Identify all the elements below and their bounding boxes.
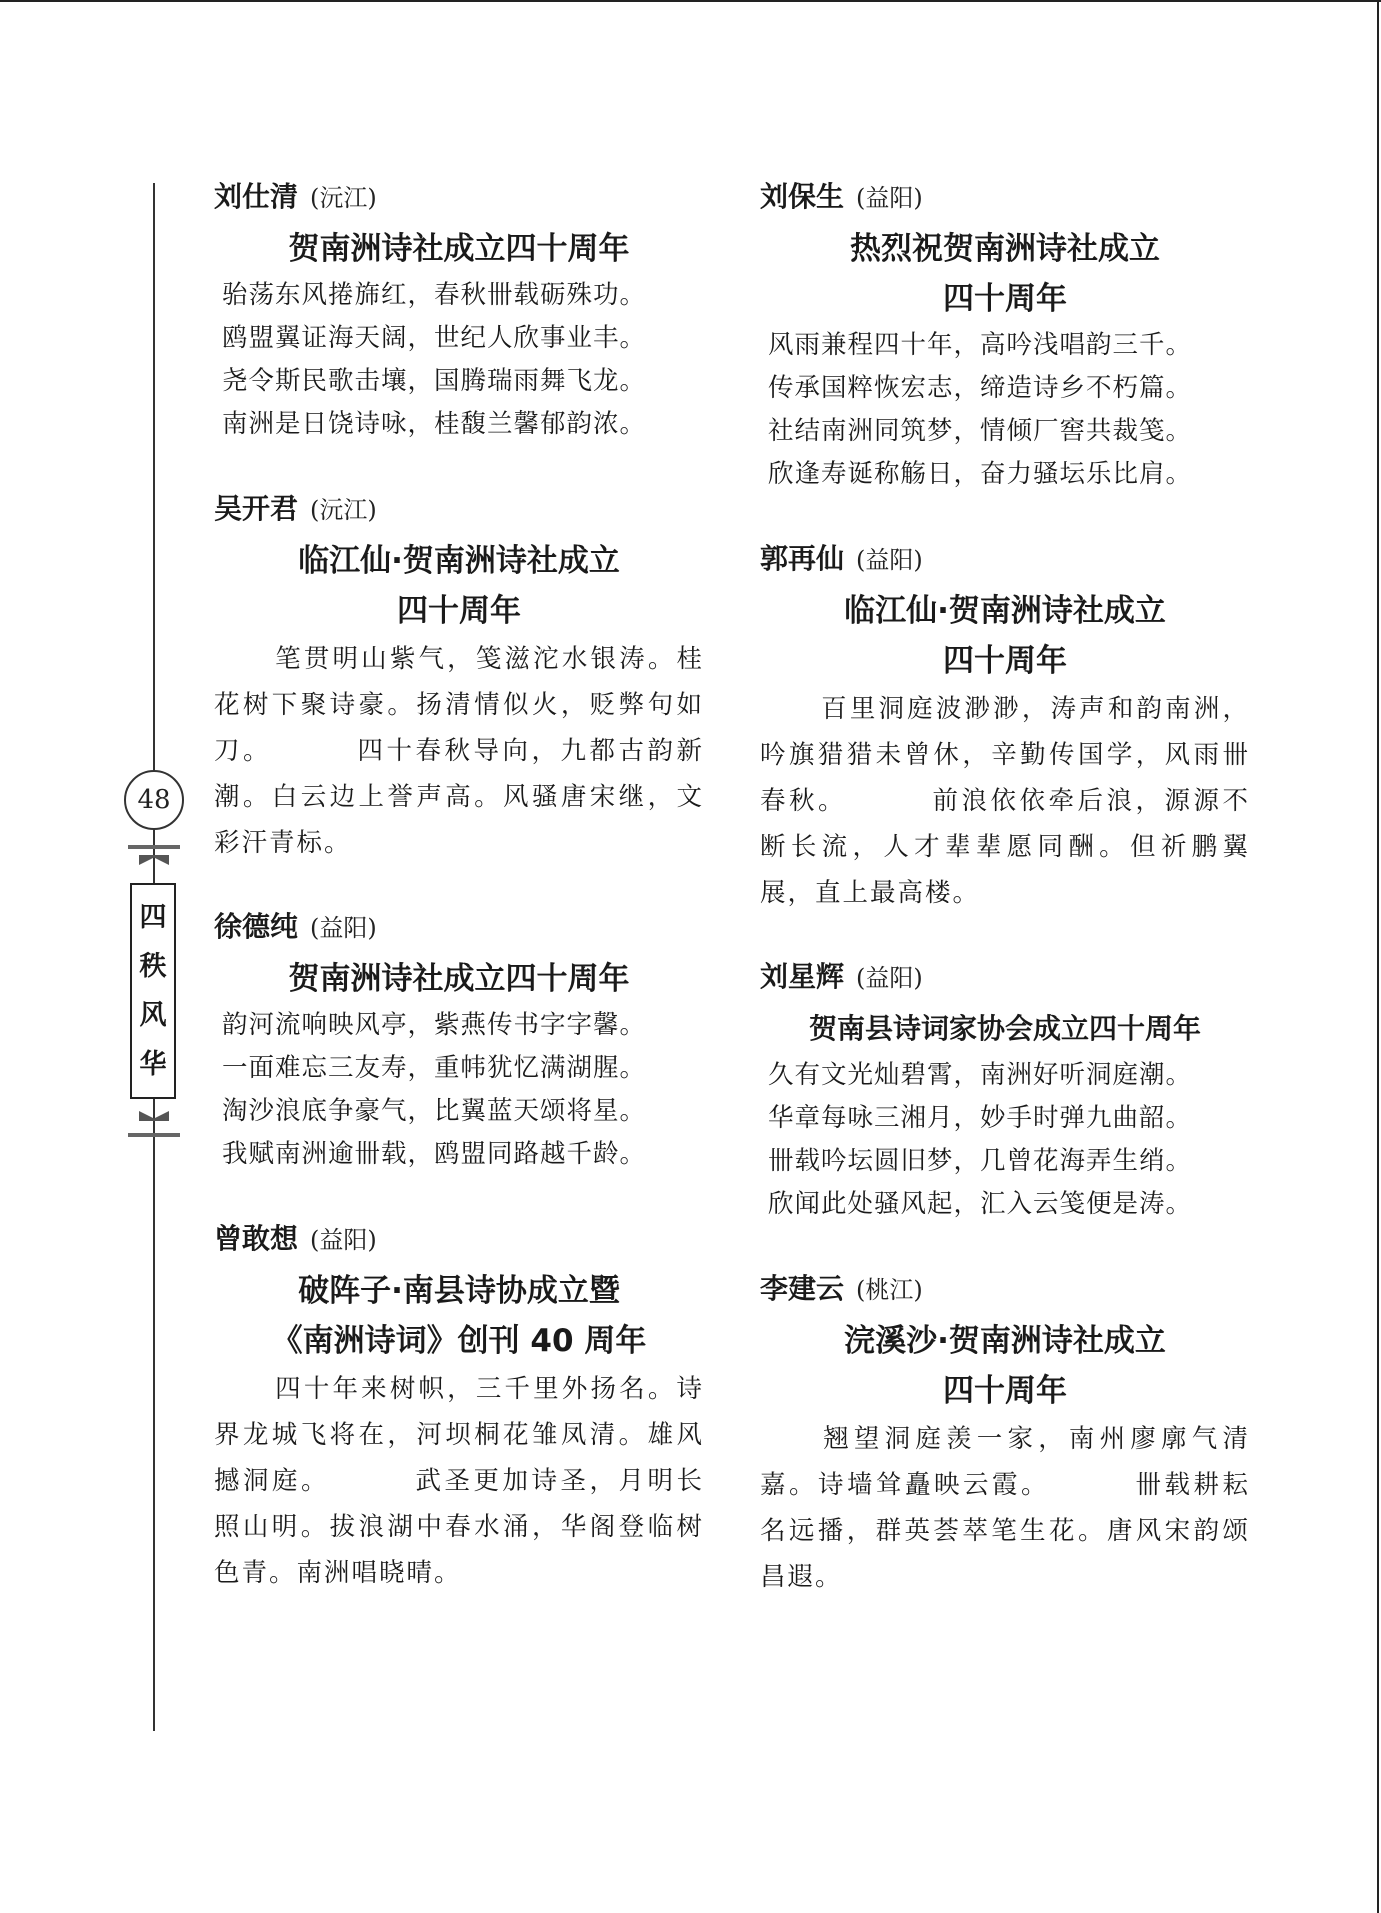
poem-block bbox=[760, 170, 1250, 496]
poem-block bbox=[760, 1262, 1250, 1600]
stanza-1: 翘望洞庭羡一家，南州廖廓气清嘉。诗墙耸矗映云霞。 bbox=[760, 1424, 1250, 1500]
poem-line: 欣闻此处骚风起，汇入云笺便是涛。 bbox=[768, 1189, 1193, 1219]
poem-body bbox=[214, 1004, 704, 1176]
poem-block bbox=[760, 532, 1250, 916]
poem-body bbox=[760, 324, 1250, 496]
author-place: (沅江) bbox=[310, 184, 377, 212]
poem-author: 郭再仙 (益阳) bbox=[760, 542, 923, 575]
stanza-2: 武圣更加诗圣，月明长照山明。拔浪湖中春水涌，华阁登临树色青。南洲唱晓晴。 bbox=[214, 1466, 704, 1588]
poem-block bbox=[214, 482, 704, 866]
poem-line: 韵河流响映风亭，紫燕传书字字馨。 bbox=[222, 1010, 647, 1040]
poem-line: 社结南洲同筑梦，情倾厂窖共裁笺。 bbox=[768, 416, 1193, 446]
tab-bottom-bar bbox=[128, 1133, 180, 1137]
poem-line: 华章每咏三湘月，妙手时弹九曲韶。 bbox=[768, 1103, 1193, 1133]
author-place: (益阳) bbox=[856, 184, 923, 212]
author-place: (益阳) bbox=[310, 1226, 377, 1254]
stanza-2: 前浪依依牵后浪，源源不断长流，人才辈辈愿同酬。但祈鹏翼展，直上最高楼。 bbox=[760, 786, 1250, 908]
author-place: (桃江) bbox=[856, 1276, 923, 1304]
stanza-2: 卌载耕耘名远播，群英荟萃笔生花。唐风宋韵颂昌遐。 bbox=[760, 1470, 1250, 1592]
poem-line: 一面难忘三友寿，重帏犹忆满湖腥。 bbox=[222, 1053, 647, 1083]
tab-top-ornament bbox=[130, 855, 178, 865]
section-char: 四 bbox=[139, 902, 167, 933]
poem-line: 淘沙浪底争豪气，比翼蓝天颂将星。 bbox=[222, 1096, 647, 1126]
poem-author: 曾敢想 (益阳) bbox=[214, 1222, 377, 1255]
section-char: 风 bbox=[139, 1000, 167, 1031]
poem-body bbox=[214, 274, 704, 446]
right-border bbox=[1377, 0, 1379, 1913]
poem-block bbox=[214, 170, 704, 446]
poem-line: 骀荡东风捲旆红，春秋卌载砺殊功。 bbox=[222, 280, 647, 310]
poem-title-line2: 四十周年 bbox=[943, 643, 1067, 679]
section-label bbox=[130, 883, 176, 1099]
poem-body bbox=[760, 1416, 1250, 1600]
page-number: 48 bbox=[124, 770, 184, 830]
poem-line: 风雨兼程四十年，高吟浅唱韵三千。 bbox=[768, 330, 1193, 360]
poem-title: 贺南洲诗社成立四十周年 bbox=[288, 231, 630, 267]
poem-line: 欣逢寿诞称觞日，奋力骚坛乐比肩。 bbox=[768, 459, 1193, 489]
poem-title-line2: 四十周年 bbox=[943, 281, 1067, 317]
poem-body bbox=[760, 686, 1250, 916]
poem-title: 临江仙·贺南洲诗社成立 bbox=[844, 593, 1166, 629]
poem-author: 刘仕清 (沅江) bbox=[214, 180, 377, 213]
author-place: (沅江) bbox=[310, 496, 377, 524]
poem-title: 贺南县诗词家协会成立四十周年 bbox=[808, 1012, 1201, 1045]
section-char: 秩 bbox=[139, 951, 167, 982]
top-border bbox=[0, 0, 1381, 2]
poem-title: 破阵子·南县诗协成立暨 bbox=[298, 1273, 620, 1309]
poem-block bbox=[760, 950, 1250, 1226]
poem-title: 临江仙·贺南洲诗社成立 bbox=[298, 543, 620, 579]
stanza-1: 笔贯明山紫气，笺滋沱水银涛。桂花树下聚诗豪。扬清情似火，贬弊句如刀。 bbox=[214, 644, 704, 766]
poem-line: 久有文光灿碧霄，南洲好听洞庭潮。 bbox=[768, 1060, 1193, 1090]
section-char: 华 bbox=[139, 1049, 167, 1080]
poem-line: 尧令斯民歌击壤，国腾瑞雨舞飞龙。 bbox=[222, 366, 647, 396]
right-column bbox=[760, 170, 1250, 1600]
poem-author: 徐德纯 (益阳) bbox=[214, 910, 377, 943]
poem-body bbox=[214, 1366, 704, 1596]
poem-author: 李建云 (桃江) bbox=[760, 1272, 923, 1305]
poem-line: 卌载吟坛圆旧梦，几曾花海弄生绡。 bbox=[768, 1146, 1193, 1176]
poem-line: 南洲是日饶诗咏，桂馥兰馨郁韵浓。 bbox=[222, 409, 647, 439]
author-place: (益阳) bbox=[856, 546, 923, 574]
poem-author: 刘保生 (益阳) bbox=[760, 180, 923, 213]
poem-title: 热烈祝贺南洲诗社成立 bbox=[850, 231, 1160, 267]
poem-title-line2: 四十周年 bbox=[397, 593, 521, 629]
stanza-1: 百里洞庭波渺渺，涛声和韵南洲，吟旗猎猎未曾休，辛勤传国学，风雨卌春秋。 bbox=[760, 694, 1250, 816]
poem-body bbox=[760, 1054, 1250, 1226]
stanza-2: 四十春秋导向，九都古韵新潮。白云边上誉声高。风骚唐宋继，文彩汗青标。 bbox=[214, 736, 704, 858]
poem-block bbox=[214, 900, 704, 1176]
poem-title-line2: 四十周年 bbox=[943, 1373, 1067, 1409]
poem-line: 传承国粹恢宏志，缔造诗乡不朽篇。 bbox=[768, 373, 1193, 403]
poem-title-line2: 《南洲诗词》创刊 40 周年 bbox=[271, 1323, 647, 1359]
left-column bbox=[214, 170, 704, 1596]
poem-title: 浣溪沙·贺南洲诗社成立 bbox=[844, 1323, 1166, 1359]
tab-bottom-ornament bbox=[130, 1111, 178, 1121]
author-place: (益阳) bbox=[856, 964, 923, 992]
poem-author: 刘星辉 (益阳) bbox=[760, 960, 923, 993]
stanza-1: 四十年来树帜，三千里外扬名。诗界龙城飞将在，河坝桐花雏凤清。雄风撼洞庭。 bbox=[214, 1374, 704, 1496]
section-tab bbox=[126, 845, 182, 1141]
tab-top-bar bbox=[128, 845, 180, 849]
poem-author: 吴开君 (沅江) bbox=[214, 492, 377, 525]
poem-title: 贺南洲诗社成立四十周年 bbox=[288, 961, 630, 997]
poem-block bbox=[214, 1212, 704, 1596]
poem-line: 我赋南洲逾卌载，鸥盟同路越千龄。 bbox=[222, 1139, 647, 1169]
poem-line: 鸥盟翼证海天阔，世纪人欣事业丰。 bbox=[222, 323, 647, 353]
poem-body bbox=[214, 636, 704, 866]
author-place: (益阳) bbox=[310, 914, 377, 942]
